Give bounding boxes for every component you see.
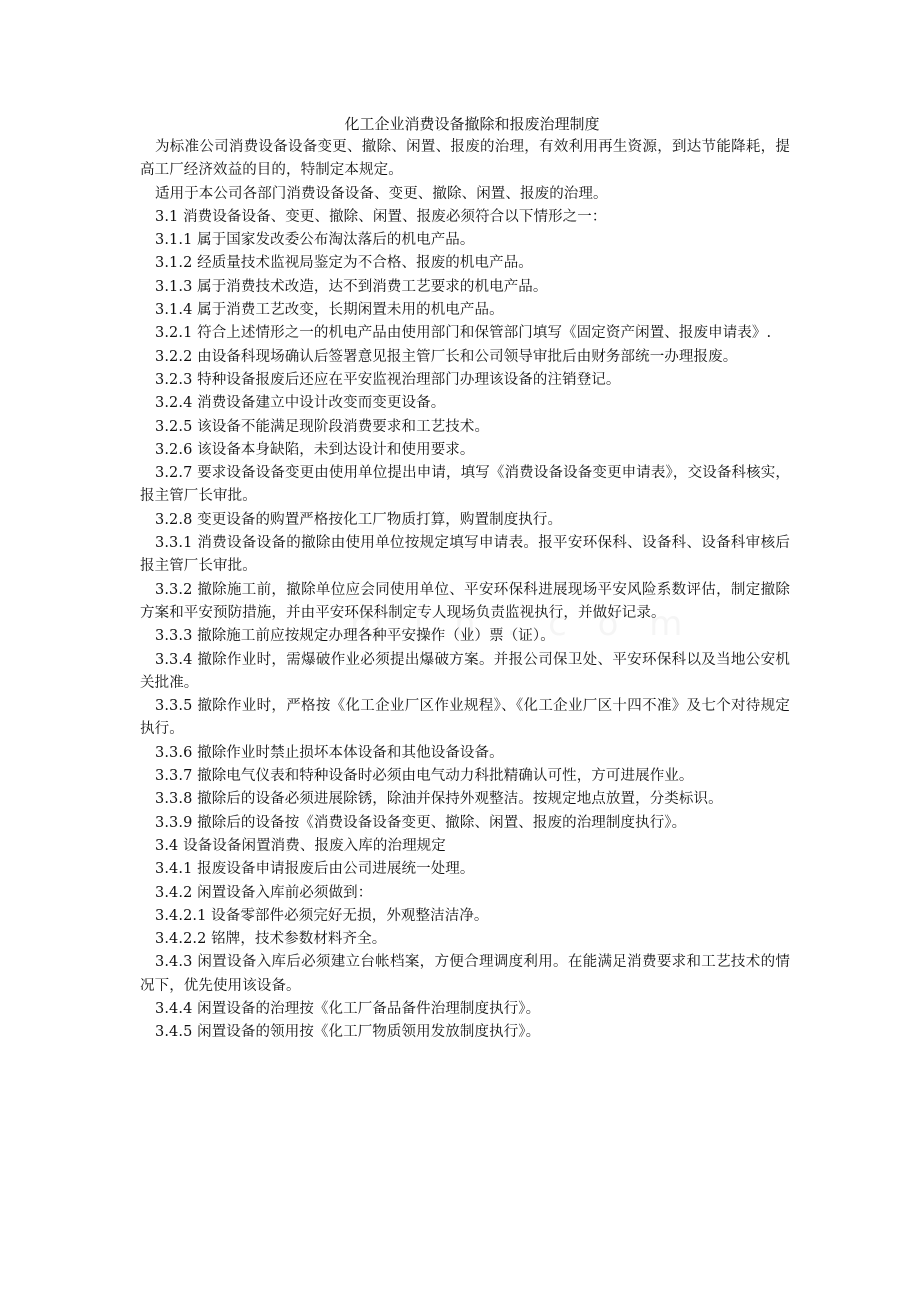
paragraph: 为标准公司消费设备设备变更、撤除、闲置、报废的治理，有效利用再生资源，到达节能降耗，提高工厂经济效益的目的，特制定本规定。 (140, 139, 790, 179)
paragraph: 3.3.4 撤除作业时，需爆破作业必须提出爆破方案。并报公司保卫处、平安环保科以及当地公安机关批准。 (140, 651, 790, 691)
paragraph: 3.3.6 撤除作业时禁止损坏本体设备和其他设备设备。 (155, 744, 504, 761)
paragraph: 3.4.2 闲置设备入库前必须做到： (155, 884, 373, 901)
paragraph: 3.3.8 撤除后的设备必须进展除锈，除油并保持外观整洁。按规定地点放置，分类标识。 (155, 791, 723, 808)
paragraph: 3.4.4 闲置设备的治理按《化工厂备品备件治理制度执行》。 (155, 1000, 541, 1017)
paragraph: 3.3.5 撤除作业时，严格按《化工企业厂区作业规程》、《化工企业厂区十四不准》及七个对待规定执行。 (140, 698, 790, 738)
document-title: 化工企业消费设备撤除和报废治理制度 (344, 115, 600, 133)
paragraph: 3.3.1 消费设备设备的撤除由使用单位按规定填写申请表。报平安环保科、设备科、设备科审核后报主管厂长审批。 (140, 535, 790, 575)
paragraph: 3.4.3 闲置设备入库后必须建立台帐档案，方便合理调度利用。在能满足消费要求和工艺技术的情况下，优先使用该设备。 (140, 954, 790, 994)
paragraph: 3.4.2.2 铭牌，技术参数材料齐全。 (155, 931, 387, 948)
paragraph: 3.3.3 撤除施工前应按规定办理各种平安操作（业）票（证）。 (155, 628, 555, 645)
paragraph: 3.2.7 要求设备设备变更由使用单位提出申请，填写《消费设备设备变更申请表》，交设备科核实，报主管厂长审批。 (140, 465, 790, 505)
paragraph: 3.1.4 属于消费工艺改变，长期闲置未用的机电产品。 (155, 302, 504, 319)
paragraph: 适用于本公司各部门消费设备设备、变更、撤除、闲置、报废的治理。 (155, 185, 608, 202)
paragraph: 3.4 设备设备闲置消费、报废入库的治理规定 (155, 837, 446, 854)
paragraph: 3.2.3 特种设备报废后还应在平安监视治理部门办理该设备的注销登记。 (155, 371, 621, 388)
document-body (140, 136, 790, 1045)
paragraph: 3.1.3 属于消费技术改造，达不到消费工艺要求的机电产品。 (155, 278, 548, 295)
paragraph: 3.1.2 经质量技术监视局鉴定为不合格、报废的机电产品。 (155, 255, 533, 272)
paragraph: 3.3.2 撤除施工前，撤除单位应会同使用单位、平安环保科进展现场平安风险系数评估，制定撤除方案和平安预防措施，并由平安环保科制定专人现场负责监视执行，并做好记录。 (140, 581, 790, 621)
paragraph: 3.2.8 变更设备的购置严格按化工厂物质打算，购置制度执行。 (155, 511, 563, 528)
paragraph: 3.4.5 闲置设备的领用按《化工厂物质领用发放制度执行》。 (155, 1024, 541, 1041)
document-page (140, 112, 790, 1045)
paragraph: 3.3.7 撤除电气仪表和特种设备时必须由电气动力科批精确认可性，方可进展作业。 (155, 768, 694, 785)
paragraph: 3.2.2 由设备科现场确认后签署意见报主管厂长和公司领导审批后由财务部统一办理报废。 (155, 348, 738, 365)
paragraph: 3.4.1 报废设备申请报废后由公司进展统一处理。 (155, 861, 475, 878)
paragraph: 3.1 消费设备设备、变更、撤除、闲置、报废必须符合以下情形之一： (155, 208, 607, 225)
paragraph: 3.1.1 属于国家发改委公布淘汰落后的机电产品。 (155, 232, 475, 249)
paragraph: 3.3.9 撤除后的设备按《消费设备设备变更、撤除、闲置、报废的治理制度执行》。 (155, 814, 687, 831)
paragraph: 3.2.6 该设备本身缺陷，未到达设计和使用要求。 (155, 441, 475, 458)
paragraph: 3.2.4 消费设备建立中设计改变而变更设备。 (155, 395, 446, 412)
paragraph: 3.2.5 该设备不能满足现阶段消费要求和工艺技术。 (155, 418, 490, 435)
paragraph: 3.4.2.1 设备零部件必须完好无损，外观整洁洁净。 (155, 907, 489, 924)
paragraph: 3.2.1 符合上述情形之一的机电产品由使用部门和保管部门填写《固定资产闲置、报废申请表》. (155, 325, 772, 342)
